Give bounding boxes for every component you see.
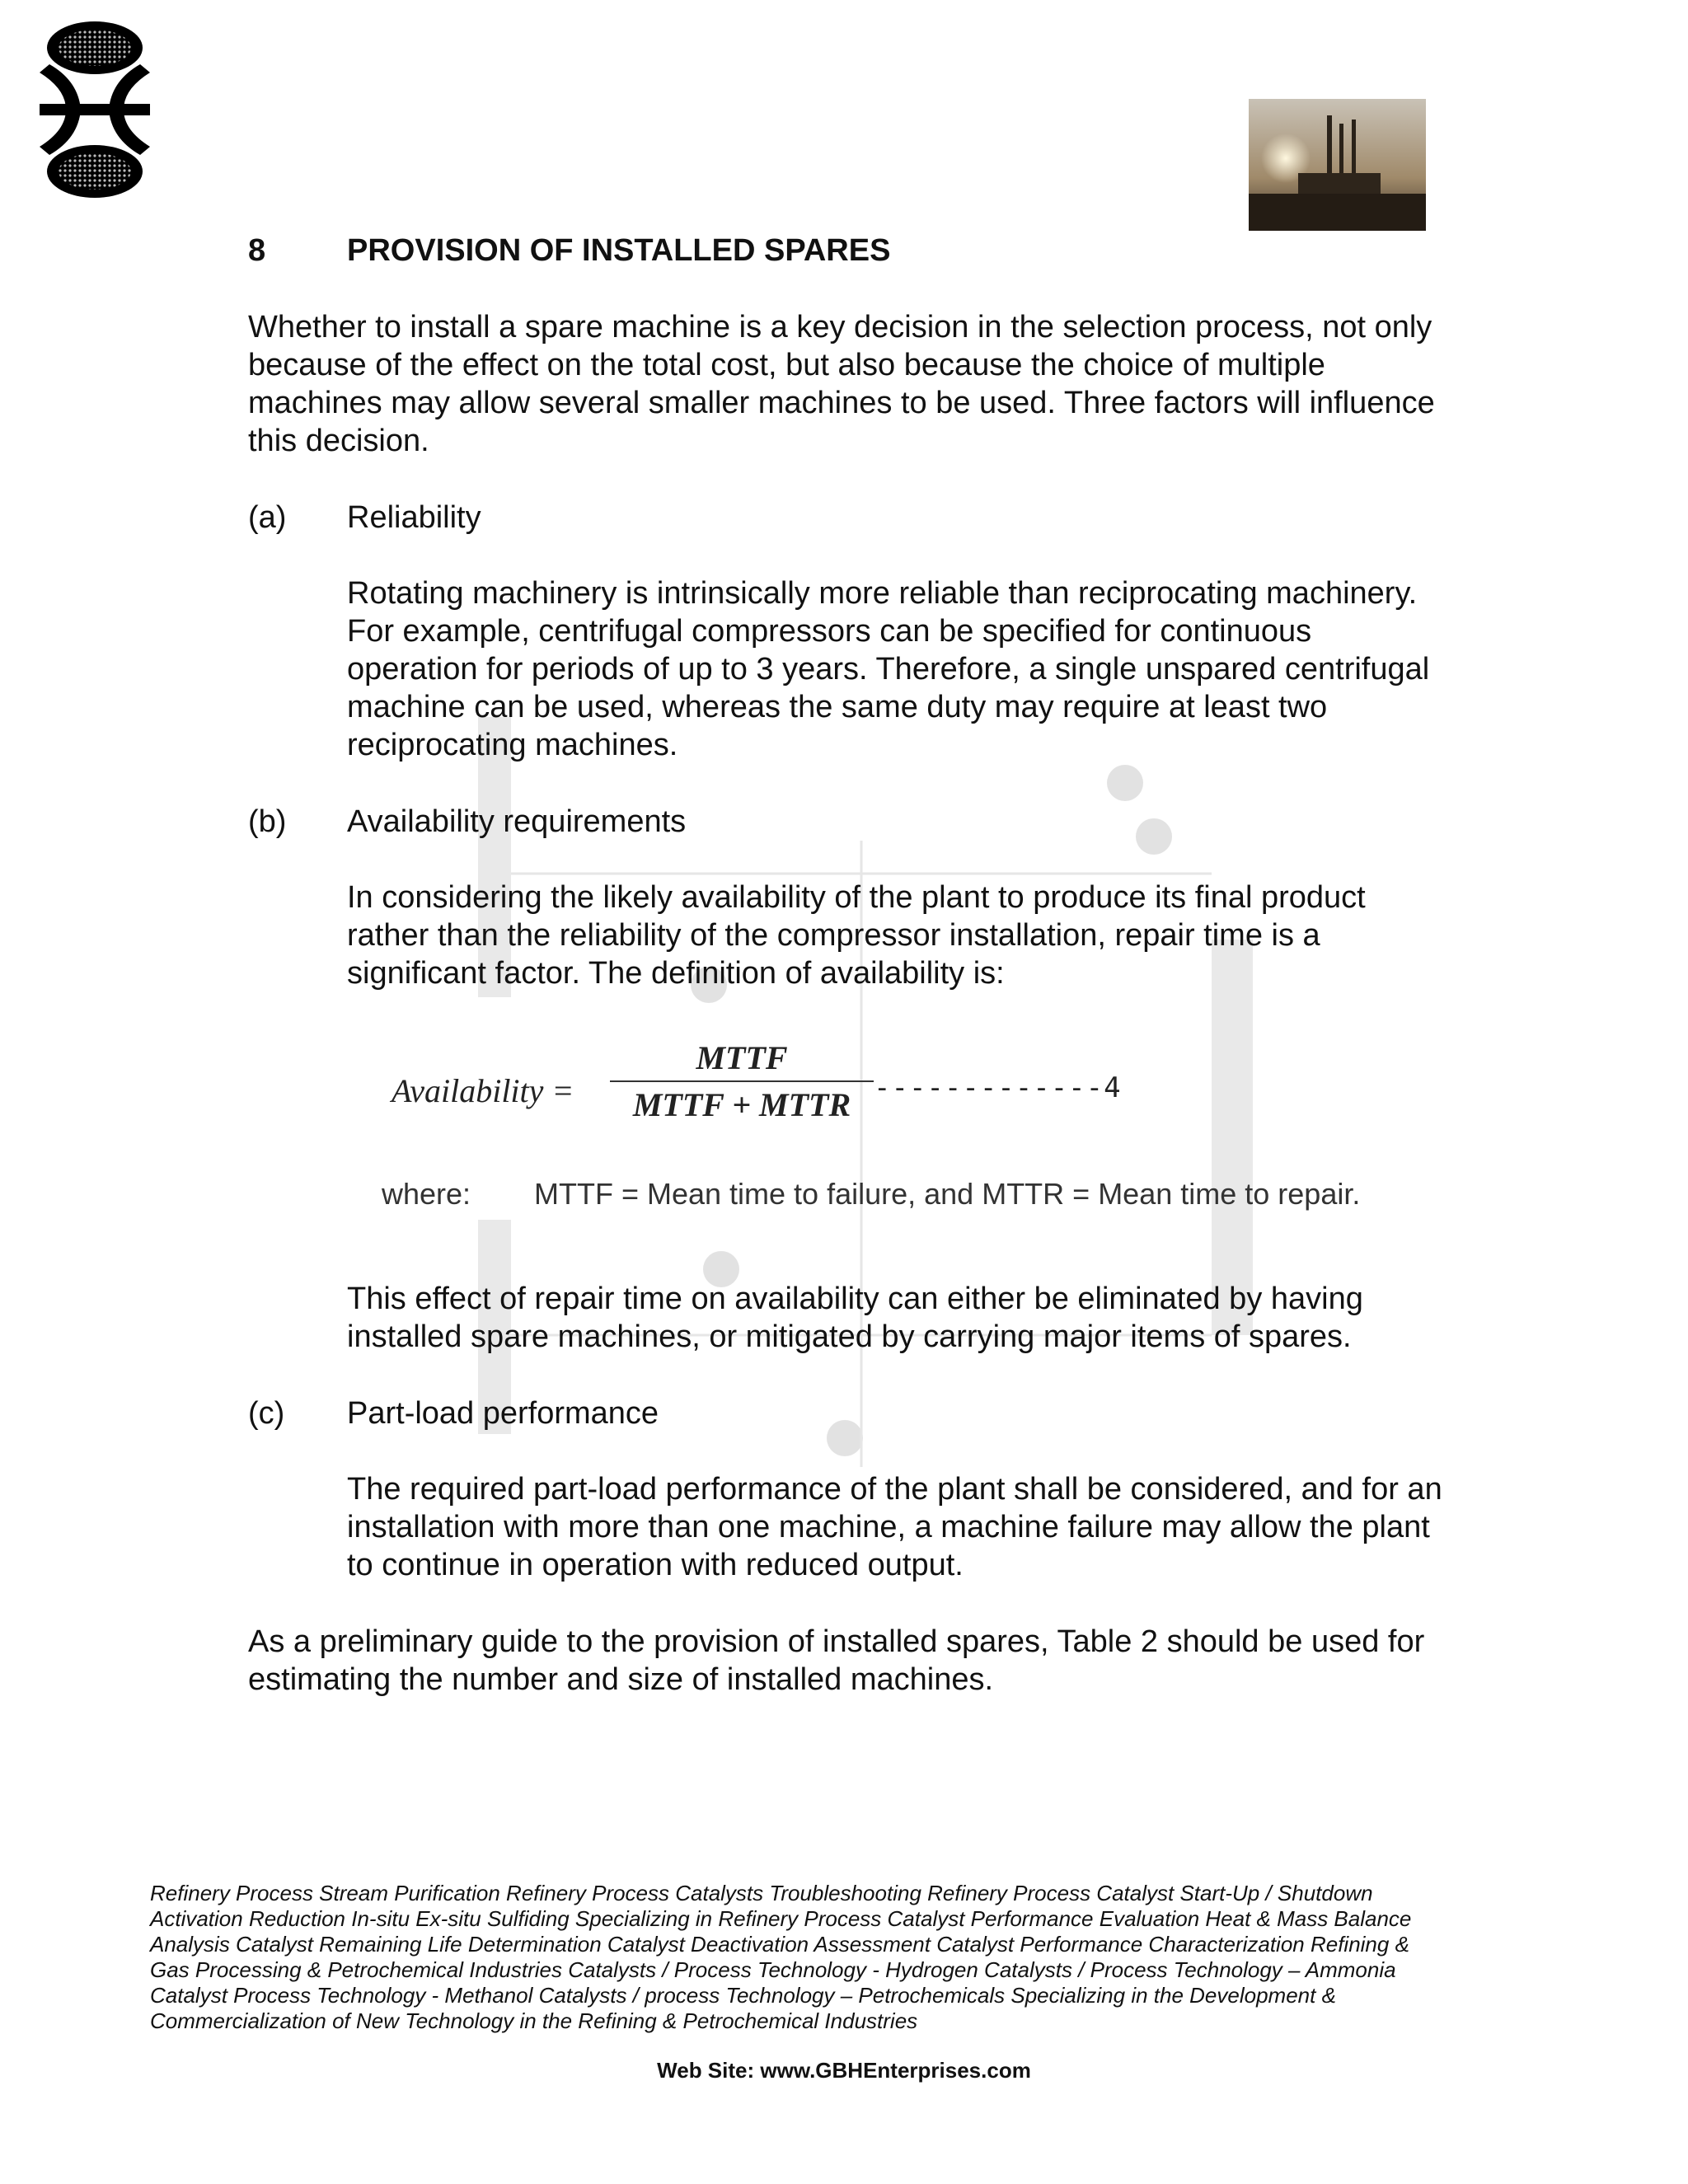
conclusion-paragraph: As a preliminary guide to the provision of installed spares, Table 2 should be used for estimating the number and size of installed machines. [248,1624,1425,1697]
item-c-marker: (c) [248,1396,285,1431]
item-c-title: Part-load performance [347,1396,659,1431]
refinery-photo [1249,99,1426,231]
item-b-marker: (b) [248,804,287,839]
where-definition: MTTF = Mean time to failure, and MTTR = Mean time to repair. [534,1177,1361,1211]
item-b-body-2: This effect of repair time on availability can either be eliminated by having installed spare machines, or mitigated by carrying major items of spares. [347,1282,1363,1354]
where-label: where: [382,1177,471,1211]
equation-number: -------------4 [874,1071,1122,1104]
equation-denominator: MTTF + MTTR [632,1086,851,1123]
item-b-title: Availability requirements [347,804,687,839]
item-a-title: Reliability [347,500,481,535]
item-b-body: In considering the likely availability of the plant to produce its final product rather than the reliability of the compressor installation, repair time is a significant factor. The definition of availability is: [347,880,1366,991]
footer-services-text: Refinery Process Stream Purification Refinery Process Catalysts Troubleshooting Refinery Process Catalyst Start-Up / Shutdown Activation Reduction In-situ Ex-situ Sulfiding Specializing in Refinery Process Catalyst Performance Evaluation Heat & Mass Balance Analysis Catalyst Remaining Life Determination Catalyst Deactivation Assessment Catalyst Performance Characterization Refining & Gas Processing & Petrochemical Industries Catalysts / Process Technology - Hydrogen Catalysts / Process Technology – Ammonia Catalyst Process Technology - Methanol Catalysts / process Technology – Petrochemicals Specializing in the Development & Commercialization of New Technology in the Refining & Petrochemical Industries [150,1881,1412,2033]
company-logo [33,15,157,204]
intro-paragraph: Whether to install a spare machine is a key decision in the selection process, not only because of the effect on the total cost, but also because the choice of multiple machines may allow several smaller machines to be used. Three factors will influence this decision. [248,310,1435,458]
item-a-body: Rotating machinery is intrinsically more reliable than reciprocating machinery. For example, centrifugal compressors can be specified for continuous operation for periods of up to 3 years. Therefore, a single unspared centrifugal machine can be used, whereas the same duty may require at least two reciprocating machines. [347,576,1430,762]
section-title: PROVISION OF INSTALLED SPARES [347,233,891,268]
item-a-marker: (a) [248,500,287,535]
item-c-body: The required part-load performance of the plant shall be considered, and for an installation with more than one machine, a machine failure may allow the plant to continue in operation with reduced output. [347,1472,1442,1582]
equation-numerator: MTTF [696,1039,788,1076]
equation-fraction [610,1038,874,1124]
equation-lhs: Availability = [392,1072,574,1109]
fraction-bar [610,1080,874,1082]
footer-website[interactable]: Web Site: www.GBHEnterprises.com [657,2058,1031,2083]
section-number: 8 [248,233,266,268]
